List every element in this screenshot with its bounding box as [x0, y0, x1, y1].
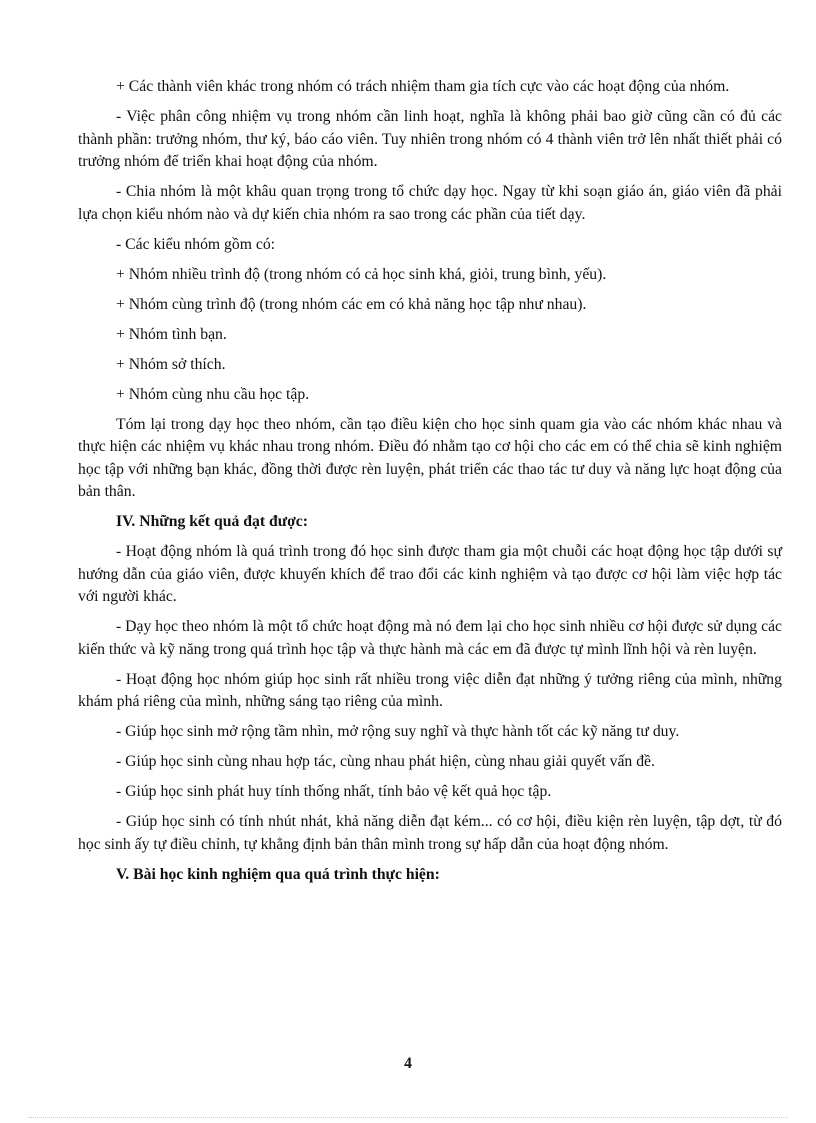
page-number: 4	[404, 1055, 412, 1072]
document-body	[78, 76, 782, 894]
section-heading-lessons: V. Bài học kinh nghiệm qua quá trình thực hiện:	[116, 865, 440, 883]
list-item-interest-group: + Nhóm sở thích.	[116, 355, 226, 373]
paragraph-result-teaching-method: - Dạy học theo nhóm là một tổ chức hoạt động mà nó đem lại cho học sinh nhiều cơ hội được sử dụng các kiến thức và kỹ năng trong quá trình học tập và thực hành mà các em đã được tự mình lĩnh hội và rèn luyện.	[78, 618, 782, 658]
paragraph-task-assignment: - Việc phân công nhiệm vụ trong nhóm cần linh hoạt, nghĩa là không phải bao giờ cũng cần có đủ các thành phần: trưởng nhóm, thư ký, báo cáo viên. Tuy nhiên trong nhóm có 4 thành viên trở lên nhất thiết phải có trưởng nhóm để triển khai hoạt động của nhóm.	[78, 108, 782, 170]
paragraph-summary: Tóm lại trong dạy học theo nhóm, cần tạo điều kiện cho học sinh quam gia vào các nhóm khác nhau và thực hiện các nhiệm vụ khác nhau trong nhóm. Điều đó nhằm tạo cơ hội cho các em có thể chia sẽ kinh nghiệm học tập với những bạn khác, đồng thời được rèn luyện, phát triển các thao tác tư duy và năng lực hoạt động của bản thân.	[78, 415, 782, 500]
section-heading-results: IV. Những kết quả đạt được:	[116, 513, 308, 530]
paragraph-result-broaden-vision: - Giúp học sinh mở rộng tầm nhìn, mở rộng suy nghĩ và thực hành tốt các kỹ năng tư duy.	[116, 723, 680, 740]
paragraph-result-cooperation: - Giúp học sinh cùng nhau hợp tác, cùng nhau phát hiện, cùng nhau giải quyết vấn đề.	[116, 753, 655, 770]
paragraph-group-types-intro: - Các kiểu nhóm gồm có:	[116, 235, 276, 253]
list-item-mixed-level-group: + Nhóm nhiều trình độ (trong nhóm có cả học sinh khá, giỏi, trung bình, yếu).	[116, 265, 607, 283]
page-bottom-divider	[28, 1117, 788, 1118]
paragraph-result-group-activity: - Hoạt động nhóm là quá trình trong đó học sinh được tham gia một chuỗi các hoạt động học tập dưới sự hướng dẫn của giáo viên, được khuyến khích để trao đổi các kinh nghiệm và tạo được cơ hội làm việc hợp tác với người khác.	[78, 543, 782, 605]
paragraph-member-responsibility: + Các thành viên khác trong nhóm có trách nhiệm tham gia tích cực vào các hoạt động của nhóm.	[116, 78, 730, 95]
paragraph-result-shy-students: - Giúp học sinh có tính nhút nhát, khả năng diễn đạt kém... có cơ hội, điều kiện rèn luyện, tập dợt, từ đó học sinh ấy tự điều chỉnh, tự khẳng định bản thân mình trong sự hấp dẫn của hoạt động nhóm.	[78, 813, 782, 853]
list-item-learning-needs-group: + Nhóm cùng nhu cầu học tập.	[116, 385, 310, 403]
list-item-friendship-group: + Nhóm tình bạn.	[116, 325, 227, 343]
paragraph-result-expression: - Hoạt động học nhóm giúp học sinh rất nhiều trong việc diễn đạt những ý tưởng riêng của mình, những khám phá riêng của mình, những sáng tạo riêng của mình.	[78, 670, 782, 710]
list-item-same-level-group: + Nhóm cùng trình độ (trong nhóm các em có khả năng học tập như nhau).	[116, 295, 587, 313]
paragraph-grouping-importance: - Chia nhóm là một khâu quan trọng trong tổ chức dạy học. Ngay từ khi soạn giáo án, giáo viên đã phải lựa chọn kiểu nhóm nào và dự kiến chia nhóm ra sao trong các phần của tiết dạy.	[78, 183, 782, 223]
paragraph-result-unity: - Giúp học sinh phát huy tính thống nhất, tính bảo vệ kết quả học tập.	[116, 783, 552, 800]
